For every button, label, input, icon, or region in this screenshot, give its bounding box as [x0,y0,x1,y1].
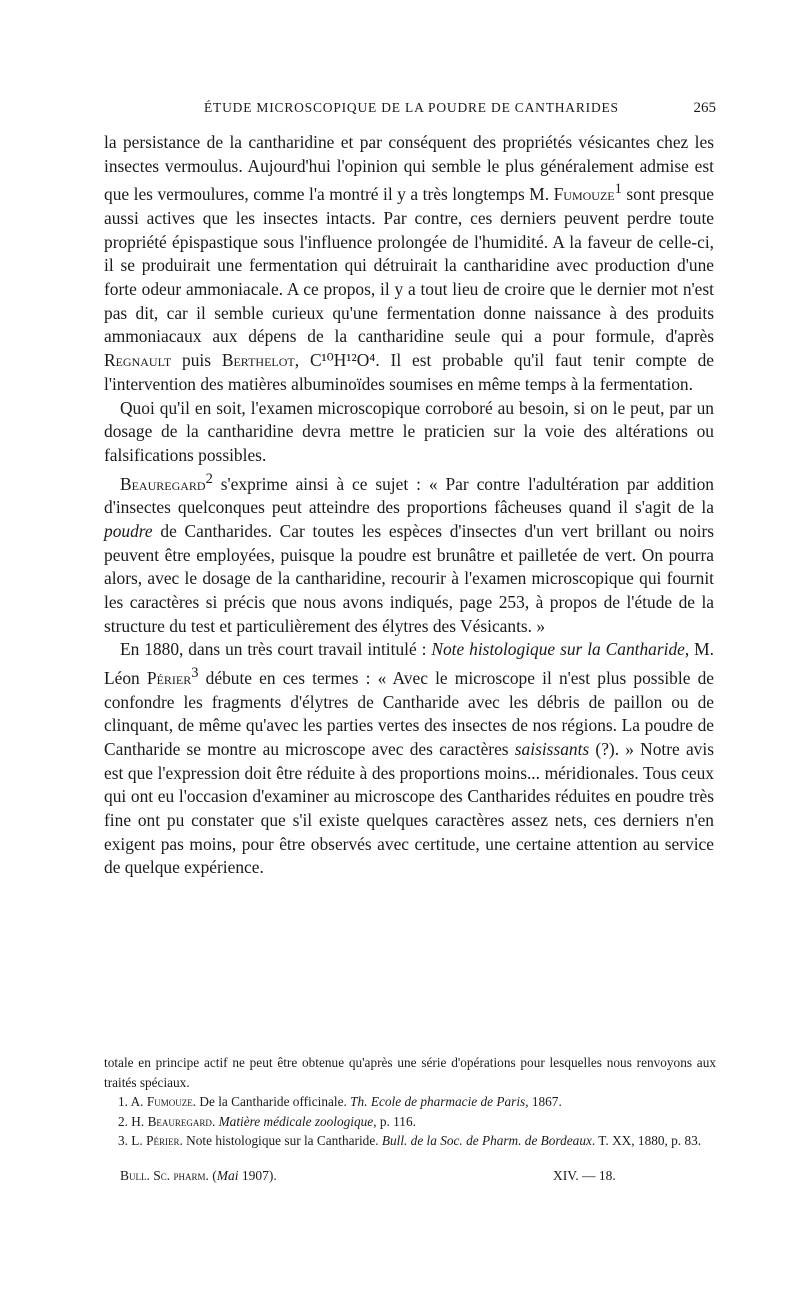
text-run: la persistance de la cantharidine et par conséquent des propriétés vésicantes chez les insectes vermoulus. Aujourd'hui l'opinion qui semble le plus généralement admise est que les vermoulures, comme l'a montré il y a très longtemps M. [104,132,714,205]
journal-citation [120,1168,277,1184]
author-name: Beauregard [120,473,206,494]
footnote-continuation: totale en principe actif ne peut être obtenue qu'après une série d'opérations pour lesquelles nous renvoyons aux traités spéciaux. [104,1055,716,1090]
text-run: débute en ces termes : « Avec le microscope il n'est plus possible de confondre les fragments d'élytres de Cantharide avec les débris de paillon ou de clinquant, de même qu'avec les parties vertes des insectes de nos régions. La poudre de Cantharide se montre au microscope avec des caractères [104,667,714,759]
paragraph-3 [104,468,714,639]
footnote-1 [104,1092,716,1112]
footnote-number: 1. [118,1094,128,1110]
comma: , [294,350,310,371]
text-run: . [211,1113,219,1129]
text-run: , 1867. [525,1094,562,1110]
signature-mark: XIV. — 18. [553,1168,616,1183]
work-title: Note histologique sur la Cantharide [431,639,685,660]
text-run: . T. XX, 1880, p. 83. [591,1133,702,1149]
footnote-ref: 1 [614,181,622,198]
footnote-ref: 2 [205,470,213,487]
author-name: Beauregard [147,1113,212,1129]
text-run: H. [127,1113,148,1129]
text-run: , p. 116. [373,1113,416,1129]
running-head [104,100,716,122]
text-run: (?). » Notre avis est que l'expression doit être réduite à des proportions moins... méridionales. Tous ceux qui ont eu l'occasion d'examiner au microscope des Cantharides réduites en poudre très fine ont pu constater que s'il existe quelques caractères assez nets, ces derniers n'en exigent pas moins, pour être observés avec certitude, une certaine attention au service de quelque expérience. [104,738,714,878]
paragraph-1 [104,131,714,397]
text-run: A. [127,1094,147,1110]
italic-text: poudre [104,520,153,541]
footnotes [104,1053,716,1151]
text-run: de Cantharides. Car toutes les espèces d'insectes d'un vert brillant ou noirs peuvent être employées, puisque la poudre est brunâtre et pailletée de vert. On pourra alors, avec le dosage de la cantharidine, recourir à l'examen microscopique qui fournit les caractères si précis que nous avons indiqués, page 253, à propos de l'étude de la structure du test et particulièrement des élytres des Vésicants. » [104,520,714,636]
page-number: 265 [693,100,716,116]
footnote-3 [104,1131,716,1151]
author-name: Berthelot [221,350,295,371]
text-run: sont presque aussi actives que les insectes intacts. Par contre, ces derniers peuvent perdre toute propriété épispastique sous l'influence prolongée de l'humidité. A la faveur de celle-ci, il se produirait une fermentation qui détruirait la cantharidine avec production d'une forte odeur ammoniacale. A ce propos, il y a tout lieu de croire que le dernier mot n'est pas dit, car il semble curieux qu'une fermentation donne naissance à des produits ammoniacaux aux dépens de la cantharidine seule qui a pour formule, d'après [104,184,714,347]
work-title: Th. Ecole de pharmacie de Paris [350,1094,526,1110]
paragraph-2: Quoi qu'il en soit, l'examen microscopique corroboré au besoin, si on le peut, par un dosage de la cantharidine devra mettre le praticien sur la voie des altérations ou falsifications possibles. [104,397,714,465]
text-run: s'exprime ainsi à ce sujet : « Par contre l'adultération par addition d'insectes quelconques peut atteindre des proportions fâcheuses quand il s'agit de la [104,473,714,518]
text-run: puis [171,350,222,371]
footnote-number: 2. [118,1113,128,1129]
author-name: Périer [146,667,192,688]
italic-text: saisissants [514,738,590,759]
text-run: . Il est probable qu'il faut tenir compte de l'intervention des matières albuminoïdes soumises en même temps à la fermentation. [104,350,714,394]
footnote-2 [104,1112,716,1132]
journal-name: Bull. Sc. pharm. [120,1168,209,1183]
chemical-formula: C¹⁰H¹²O⁴ [309,350,376,371]
body-text [104,131,714,880]
text-run: ( [208,1168,217,1183]
author-name: Fumouze [553,184,615,205]
text-run: . De la Cantharide officinale. [192,1094,351,1110]
footnote-number: 3. [118,1133,128,1149]
footnote-ref: 3 [191,665,199,682]
text-run: L. [127,1133,147,1149]
text-run: , M. Léon [104,639,714,688]
text-run: En 1880, dans un très court travail intitulé : [120,639,432,660]
page-footer [120,1168,680,1188]
running-title: ÉTUDE MICROSCOPIQUE DE LA POUDRE DE CANTHARIDES [204,100,619,115]
text-run: . Note histologique sur la Cantharide. [179,1133,382,1149]
issue-month: Mai [216,1168,239,1183]
text-run: 1907). [238,1168,277,1183]
author-name: Regnault [104,350,172,371]
paragraph-4 [104,638,714,880]
author-name: Périer [146,1133,180,1149]
work-title: Bull. de la Soc. de Pharm. de Bordeaux [381,1133,592,1149]
author-name: Fumouze [146,1094,193,1110]
work-title: Matière médicale zoologique [218,1113,374,1129]
